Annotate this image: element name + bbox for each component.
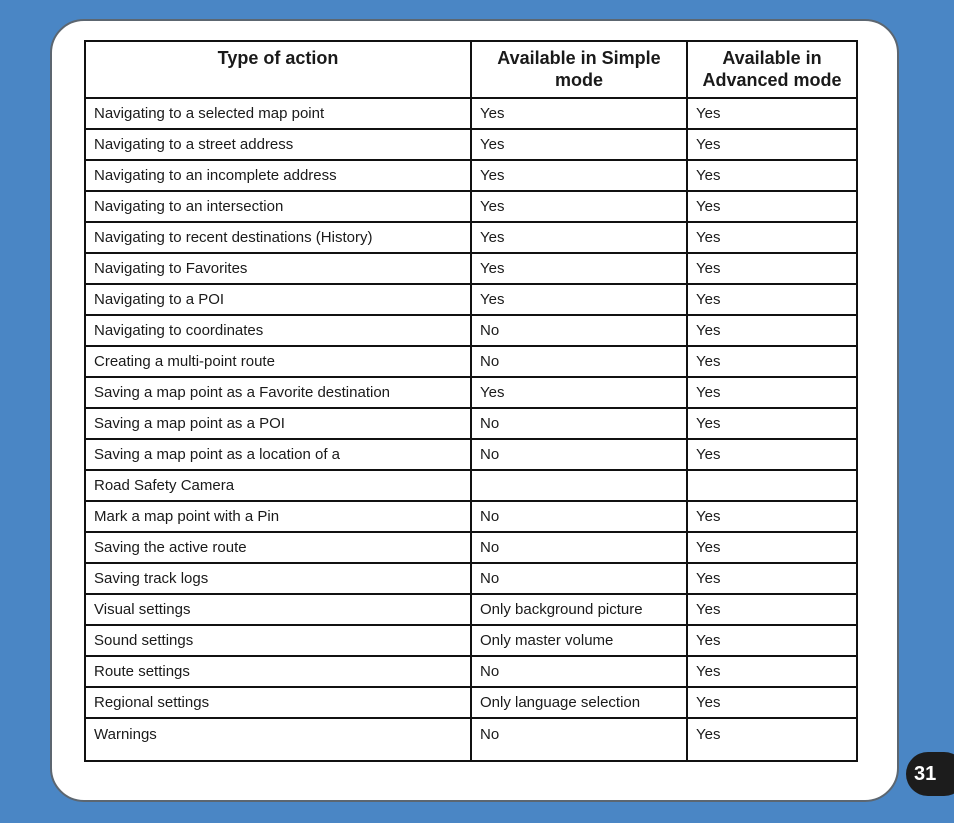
advanced-mode-cell: Yes xyxy=(687,98,857,129)
table-row xyxy=(85,408,857,439)
table-row xyxy=(85,315,857,346)
simple-mode-cell: Yes xyxy=(471,222,687,253)
table-row xyxy=(85,625,857,656)
advanced-mode-cell: Yes xyxy=(687,532,857,563)
table-row xyxy=(85,594,857,625)
header-type-of-action: Type of action xyxy=(85,41,471,98)
header-advanced-mode: Available in Advanced mode xyxy=(687,41,857,98)
table-row xyxy=(85,98,857,129)
action-cell: Visual settings xyxy=(85,594,471,625)
table-row xyxy=(85,346,857,377)
table-row xyxy=(85,160,857,191)
simple-mode-cell: Yes xyxy=(471,253,687,284)
simple-mode-cell: No xyxy=(471,718,687,761)
action-cell: Saving a map point as a location of a xyxy=(85,439,471,470)
action-cell: Navigating to a POI xyxy=(85,284,471,315)
simple-mode-cell: No xyxy=(471,532,687,563)
simple-mode-cell: No xyxy=(471,315,687,346)
advanced-mode-cell: Yes xyxy=(687,408,857,439)
advanced-mode-cell: Yes xyxy=(687,656,857,687)
advanced-mode-cell xyxy=(687,470,857,501)
action-cell: Sound settings xyxy=(85,625,471,656)
simple-mode-cell: No xyxy=(471,563,687,594)
table-row xyxy=(85,377,857,408)
simple-mode-cell: Yes xyxy=(471,377,687,408)
action-cell: Navigating to recent destinations (History) xyxy=(85,222,471,253)
table-row xyxy=(85,439,857,470)
table-row xyxy=(85,718,857,761)
action-cell: Saving the active route xyxy=(85,532,471,563)
table-row xyxy=(85,284,857,315)
simple-mode-cell: No xyxy=(471,656,687,687)
page-number: 31 xyxy=(914,763,937,785)
action-cell: Mark a map point with a Pin xyxy=(85,501,471,532)
advanced-mode-cell: Yes xyxy=(687,563,857,594)
advanced-mode-cell: Yes xyxy=(687,718,857,761)
action-cell: Navigating to a street address xyxy=(85,129,471,160)
feature-availability-table xyxy=(84,40,858,762)
simple-mode-cell: Only background picture xyxy=(471,594,687,625)
action-cell: Route settings xyxy=(85,656,471,687)
simple-mode-cell: No xyxy=(471,439,687,470)
simple-mode-cell: Only language selection xyxy=(471,687,687,718)
advanced-mode-cell: Yes xyxy=(687,284,857,315)
table-row xyxy=(85,129,857,160)
simple-mode-cell: Only master volume xyxy=(471,625,687,656)
table-row xyxy=(85,563,857,594)
table-row xyxy=(85,656,857,687)
advanced-mode-cell: Yes xyxy=(687,346,857,377)
simple-mode-cell: Yes xyxy=(471,129,687,160)
advanced-mode-cell: Yes xyxy=(687,315,857,346)
action-cell: Regional settings xyxy=(85,687,471,718)
advanced-mode-cell: Yes xyxy=(687,687,857,718)
advanced-mode-cell: Yes xyxy=(687,129,857,160)
advanced-mode-cell: Yes xyxy=(687,439,857,470)
advanced-mode-cell: Yes xyxy=(687,222,857,253)
action-cell: Saving a map point as a Favorite destination xyxy=(85,377,471,408)
simple-mode-cell: No xyxy=(471,408,687,439)
action-cell: Navigating to an intersection xyxy=(85,191,471,222)
action-cell: Saving a map point as a POI xyxy=(85,408,471,439)
action-cell: Road Safety Camera xyxy=(85,470,471,501)
simple-mode-cell: Yes xyxy=(471,284,687,315)
simple-mode-cell: Yes xyxy=(471,191,687,222)
page-number-badge xyxy=(906,752,954,796)
advanced-mode-cell: Yes xyxy=(687,594,857,625)
action-cell: Navigating to a selected map point xyxy=(85,98,471,129)
action-cell: Navigating to Favorites xyxy=(85,253,471,284)
simple-mode-cell: No xyxy=(471,501,687,532)
table-row xyxy=(85,191,857,222)
advanced-mode-cell: Yes xyxy=(687,625,857,656)
table-row xyxy=(85,501,857,532)
advanced-mode-cell: Yes xyxy=(687,253,857,284)
table-row xyxy=(85,532,857,563)
table-row xyxy=(85,222,857,253)
advanced-mode-cell: Yes xyxy=(687,160,857,191)
simple-mode-cell: Yes xyxy=(471,160,687,191)
table-header-row xyxy=(85,41,857,98)
advanced-mode-cell: Yes xyxy=(687,191,857,222)
simple-mode-cell: No xyxy=(471,346,687,377)
header-simple-mode: Available in Simple mode xyxy=(471,41,687,98)
advanced-mode-cell: Yes xyxy=(687,501,857,532)
table-row xyxy=(85,470,857,501)
simple-mode-cell xyxy=(471,470,687,501)
table-row xyxy=(85,253,857,284)
advanced-mode-cell: Yes xyxy=(687,377,857,408)
table-row xyxy=(85,687,857,718)
action-cell: Creating a multi-point route xyxy=(85,346,471,377)
action-cell: Navigating to an incomplete address xyxy=(85,160,471,191)
action-cell: Saving track logs xyxy=(85,563,471,594)
action-cell: Navigating to coordinates xyxy=(85,315,471,346)
action-cell: Warnings xyxy=(85,718,471,761)
simple-mode-cell: Yes xyxy=(471,98,687,129)
